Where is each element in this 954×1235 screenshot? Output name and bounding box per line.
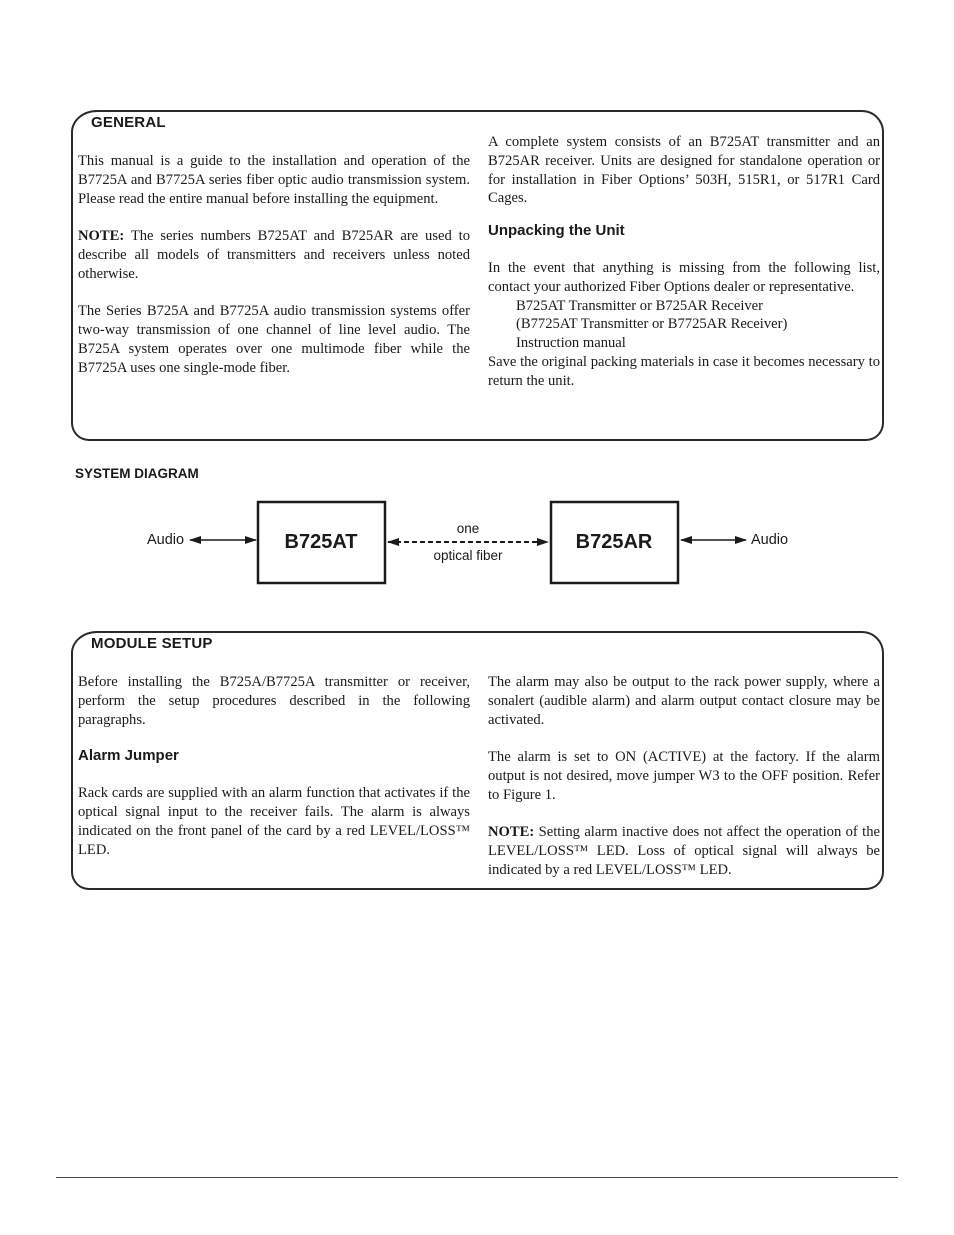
left-audio-label: Audio (147, 532, 185, 548)
general-right-column (488, 133, 880, 391)
unpacking-item: B725AT Transmitter or B725AR Receiver (516, 297, 764, 314)
general-section (71, 110, 884, 441)
alarm-function-paragraph: Rack cards are supplied with an alarm function that activates if the optical signal input to the receiver fails. The alarm is always indicated on the front panel of the card by a red LEVEL/LOSS™ LED. (78, 785, 470, 858)
unpacking-item: Instruction manual (516, 335, 626, 352)
right-audio-label: Audio (751, 532, 789, 548)
unpacking-heading: Unpacking the Unit (488, 222, 625, 240)
packing-paragraph: Save the original packing materials in case it becomes necessary to return the unit. (488, 353, 880, 389)
note-text: The series numbers B725AT and B725AR are used to describe all models of transmitters and receivers unless noted otherwise. (78, 228, 470, 282)
setup-intro-paragraph: Before installing the B725A/B7725A transmitter or receiver, perform the setup procedures described in the following paragraphs. (78, 674, 470, 728)
alarm-jumper-heading: Alarm Jumper (78, 747, 179, 765)
system-diagram (0, 490, 954, 600)
module-setup-left-column (78, 673, 470, 859)
unpacking-item: (B7725AT Transmitter or B7725AR Receiver) (516, 316, 788, 333)
alarm-default-paragraph: The alarm is set to ON (ACTIVE) at the factory. If the alarm output is not desired, move jumper W3 to the OFF position. Refer to Figure 1. (488, 749, 880, 803)
module-setup-title: MODULE SETUP (91, 635, 213, 652)
general-note-paragraph (78, 227, 470, 283)
unpacking-paragraph: In the event that anything is missing from the following list, contact your authorized Fiber Options dealer or representative. (488, 259, 880, 295)
receiver-label: B725AR (575, 531, 653, 553)
note-text: Setting alarm inactive does not affect the operation of the LEVEL/LOSS™ LED. Loss of optical signal will always be indicated by a red LEVEL/LOSS™ LED. (488, 824, 880, 878)
fiber-label-top: one (456, 521, 480, 536)
general-series-paragraph: The Series B725A and B7725A audio transmission systems offer two-way transmission of one channel of line level audio. The B725A system operates over one multimode fiber while the B7725A uses one single-mode fiber. (78, 303, 470, 376)
setup-note-paragraph (488, 823, 880, 879)
note-label: NOTE: (78, 228, 125, 245)
general-system-paragraph: A complete system consists of an B725AT transmitter and an B725AR receiver. Units are designed for standalone operation or for installation in Fiber Options’ 503H, 515R1, or 517R1 Card Cages. (488, 134, 880, 207)
general-left-column (78, 152, 470, 378)
module-setup-right-column (488, 673, 880, 880)
system-diagram-title: SYSTEM DIAGRAM (75, 466, 199, 481)
fiber-label-bottom: optical fiber (433, 548, 503, 563)
note-label: NOTE: (488, 824, 535, 841)
transmitter-label: B725AT (284, 531, 358, 553)
alarm-output-paragraph: The alarm may also be output to the rack power supply, where a sonalert (audible alarm) and alarm output contact closure may be activated. (488, 674, 880, 728)
module-setup-section (71, 631, 884, 890)
general-intro-paragraph: This manual is a guide to the installation and operation of the B7725A and B7725A series fiber optic audio transmission system. Please read the entire manual before installing the equipment. (78, 153, 470, 207)
footer-divider (56, 1177, 898, 1178)
general-title: GENERAL (91, 114, 166, 131)
